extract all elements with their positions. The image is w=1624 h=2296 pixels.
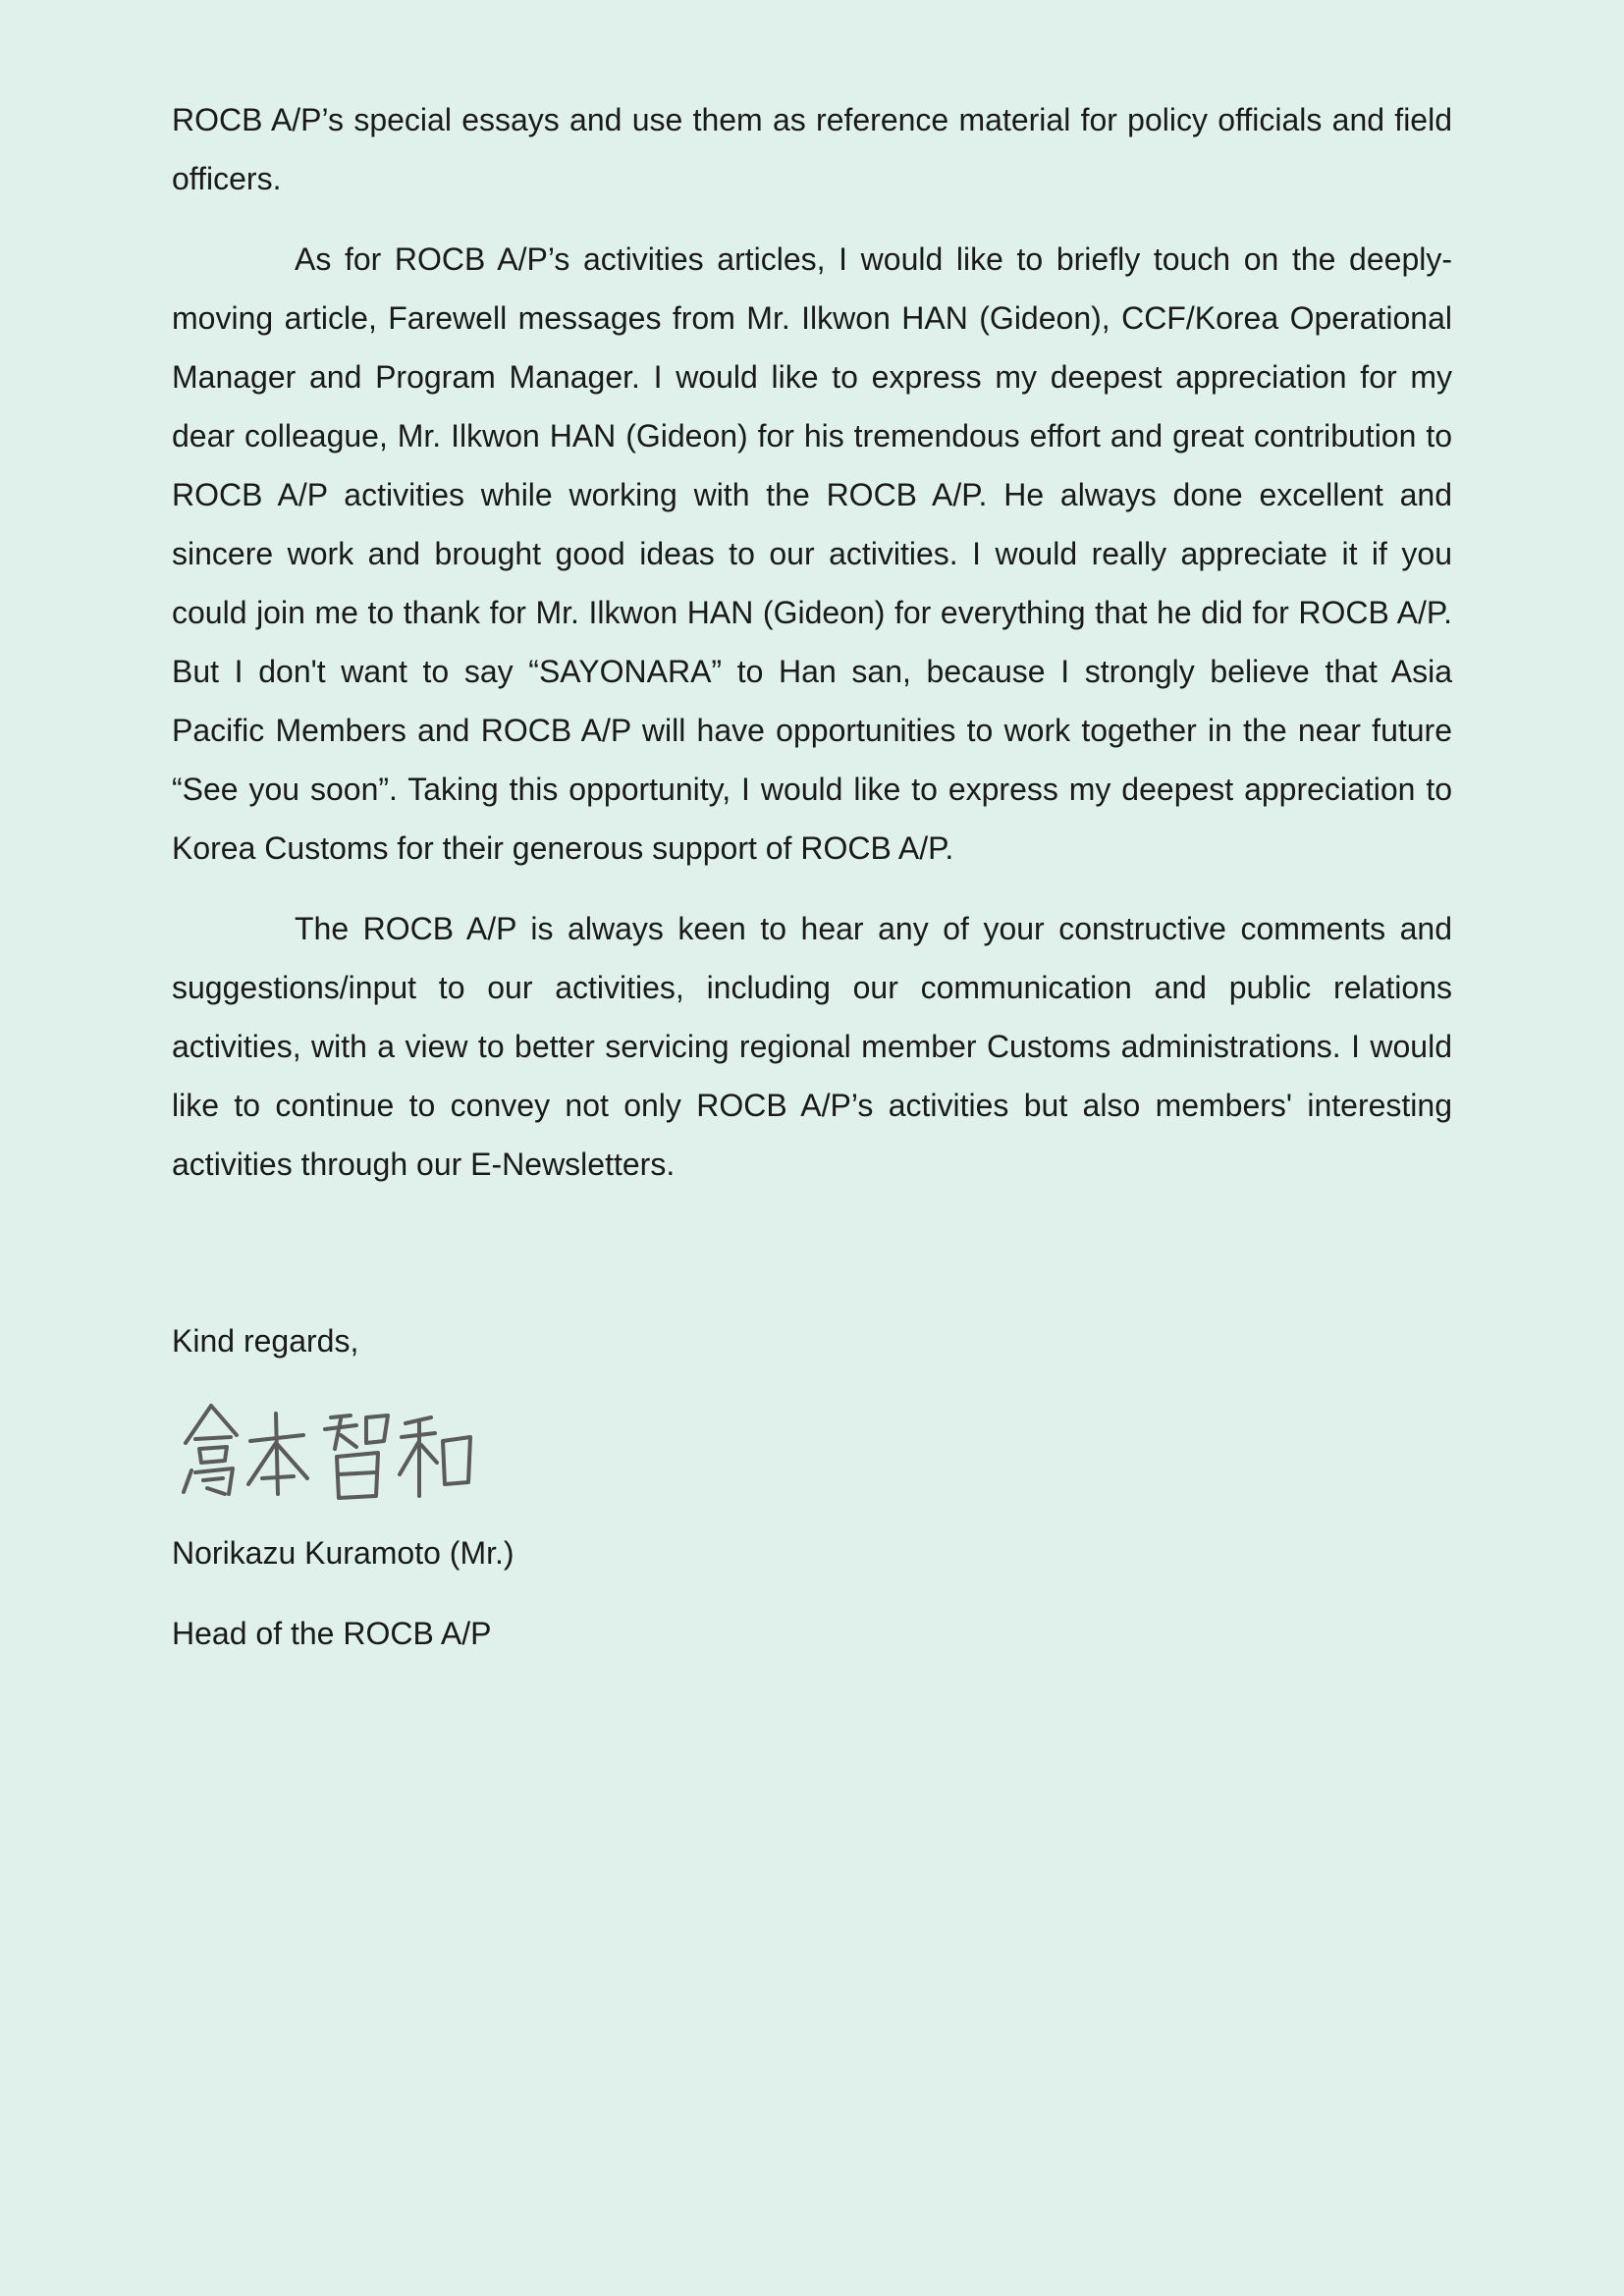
paragraph-activities: As for ROCB A/P’s activities articles, I would like to briefly touch on the deeply-moving article, Farewell messages from Mr. Ilkwon HAN (Gideon), CCF/Korea Operational Manager and Program Manager. I would like to express my deepest appreciation for my dear colleague, Mr. Ilkwon HAN (Gideon) for his tremendous effort and great contribution to ROCB A/P activities while working with the ROCB A/P. He always done excellent and sincere work and brought good ideas to our activities. I would really appreciate it if you could join me to thank for Mr. Ilkwon HAN (Gideon) for everything that he did for ROCB A/P. But I don't want to say “SAYONARA” to Han san, because I strongly believe that Asia Pacific Members and ROCB A/P will have opportunities to work together in the near future “See you soon”. Taking this opportunity, I would like to express my deepest appreciation to Korea Customs for their generous support of ROCB A/P. xyxy=(172,241,1452,866)
paragraph-essays: ROCB A/P’s special essays and use them as reference material for policy officials and field officers. xyxy=(172,102,1452,196)
letter-page xyxy=(172,90,1452,1663)
signer-name: Norikazu Kuramoto (Mr.) xyxy=(172,1535,514,1571)
paragraph-feedback: The ROCB A/P is always keen to hear any of your constructive comments and suggestions/input to our activities, including our communication and public relations activities, with a view to better servicing regional member Customs administrations. I would like to continue to convey not only ROCB A/P’s activities but also members' interesting activities through our E-Newsletters. xyxy=(172,911,1452,1182)
handwritten-signature xyxy=(174,1398,478,1506)
signer-title: Head of the ROCB A/P xyxy=(172,1616,492,1651)
closing-salutation: Kind regards, xyxy=(172,1323,359,1359)
